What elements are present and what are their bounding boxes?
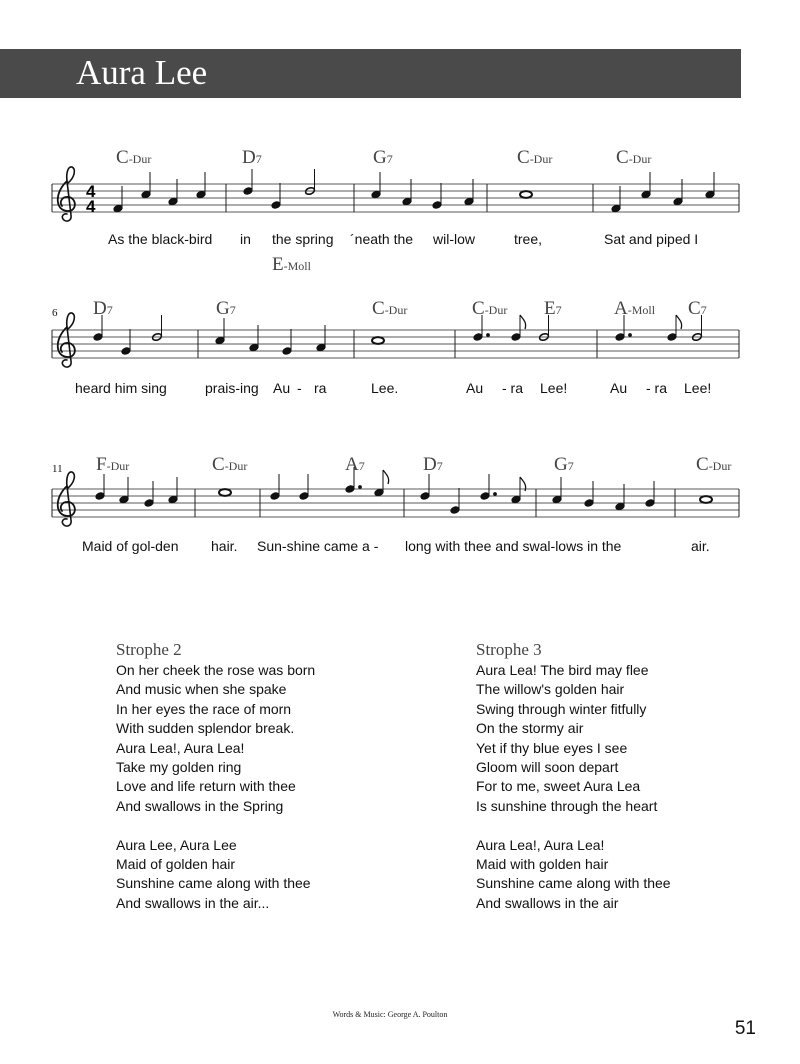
lyric-syllable: Maid of gol-den <box>82 538 179 554</box>
lyric-syllable: heard him sing <box>75 380 167 396</box>
verse-line: On the stormy air <box>476 720 584 737</box>
notes <box>95 467 712 514</box>
lyric-syllable: As the black-bird <box>108 231 213 247</box>
verse-line: Love and life return with thee <box>116 778 296 795</box>
chord-symbol: D7 <box>242 147 262 168</box>
system-2 <box>52 298 739 396</box>
lyric-syllable: Sat and piped I <box>604 231 699 247</box>
chord-symbol: C-Dur <box>212 454 248 475</box>
staff-lines <box>52 184 739 212</box>
lyric-syllable: wil-low <box>433 231 475 247</box>
staff-lines <box>52 489 739 517</box>
lyric-syllable: - ra <box>646 380 667 396</box>
lyric-syllable: Lee. <box>371 380 399 396</box>
chord-symbol: D7 <box>423 454 443 475</box>
verse-line: In her eyes the race of morn <box>116 700 292 717</box>
lyric-syllable: Au <box>610 380 628 396</box>
verse-heading: Strophe 2 <box>116 640 182 659</box>
chord-symbol: C-Dur <box>517 147 553 168</box>
measure-number: 11 <box>52 463 63 475</box>
page-number: 51 <box>734 1018 756 1039</box>
verse-line: Sunshine came along with thee <box>476 875 671 892</box>
verse-heading: Strophe 3 <box>476 640 542 659</box>
lyric-syllable: ra <box>314 380 327 396</box>
chord-symbol: C-Dur <box>116 147 152 168</box>
verse-line: Is sunshine through the heart <box>476 797 658 814</box>
chord-symbol: C-Dur <box>616 147 652 168</box>
chord-symbol: A7 <box>345 454 365 475</box>
lyric-syllable: ´neath the <box>350 231 414 247</box>
verse-gap <box>116 816 315 835</box>
verse-strophe-3 <box>476 640 671 913</box>
page-title: Aura Lee <box>76 53 208 92</box>
verse-line: And swallows in the air <box>476 894 619 911</box>
verse-line: Take my golden ring <box>116 759 242 776</box>
chord-symbol: C-Dur <box>472 298 508 319</box>
chord-symbol: E-Moll <box>272 254 311 275</box>
chord-symbol: A-Moll <box>614 298 656 319</box>
verse-line: On her cheek the rose was born <box>116 662 316 678</box>
verse-strophe-2 <box>116 640 315 913</box>
verse-line: And music when she spake <box>116 681 287 698</box>
chord-symbol: D7 <box>93 298 113 319</box>
chord-symbol: F-Dur <box>96 454 130 475</box>
notes <box>93 315 702 355</box>
verse-line: And swallows in the Spring <box>116 797 284 814</box>
system-1 <box>52 147 739 275</box>
verse-line: Maid with golden hair <box>476 856 609 873</box>
verse-line: Gloom will soon depart <box>476 759 619 776</box>
treble-clef-icon <box>58 167 75 221</box>
verse-line: And swallows in the air... <box>116 894 270 911</box>
verse-line: Swing through winter fitfully <box>476 700 647 717</box>
lyric-syllable: Lee! <box>684 380 712 396</box>
verse-line: Aura Lea!, Aura Lea! <box>116 739 245 756</box>
lyric-syllable: Au <box>466 380 484 396</box>
chord-symbol: E7 <box>544 298 562 319</box>
chord-symbol: G7 <box>373 147 393 168</box>
verse-gap <box>476 816 671 835</box>
verse-line: The willow's golden hair <box>476 681 625 698</box>
verse-line: With sudden splendor break. <box>116 720 295 737</box>
verse-line: Aura Lea! The bird may flee <box>476 662 649 678</box>
treble-clef-icon <box>58 313 75 367</box>
lyric-syllable: Au <box>273 380 291 396</box>
chord-symbol: G7 <box>216 298 236 319</box>
verse-line: Maid of golden hair <box>116 856 236 873</box>
chord-symbol: C7 <box>688 298 707 319</box>
lyric-syllable: Sun-shine came a - <box>257 538 379 554</box>
chord-symbol: C-Dur <box>372 298 408 319</box>
lyric-syllable: long with thee and swal-lows in the <box>405 538 622 554</box>
verse-line: Sunshine came along with thee <box>116 875 311 892</box>
lyric-syllable: prais-ing <box>205 380 259 396</box>
chord-symbol: G7 <box>554 454 574 475</box>
verse-line: Aura Lea!, Aura Lea! <box>476 836 605 853</box>
verse-line: Aura Lee, Aura Lee <box>116 836 237 853</box>
verse-line: Yet if thy blue eyes I see <box>476 739 628 756</box>
lyric-syllable: Lee! <box>540 380 568 396</box>
treble-clef-icon <box>58 472 75 526</box>
lyric-syllable: air. <box>691 538 710 554</box>
system-3 <box>52 454 739 554</box>
lyric-syllable: tree, <box>514 231 543 247</box>
chord-symbol: C-Dur <box>696 454 732 475</box>
measure-number: 6 <box>52 307 58 319</box>
lyric-syllable: - ra <box>502 380 523 396</box>
lyric-syllable: hair. <box>211 538 238 554</box>
lyric-syllable: in <box>240 231 251 247</box>
time-signature-bottom: 4 <box>86 197 96 216</box>
verse-line: For to me, sweet Aura Lea <box>476 778 641 795</box>
credit-line: Words & Music: George A. Poulton <box>332 1010 448 1019</box>
lyric-syllable: the spring <box>272 231 334 247</box>
time-signature-top: 4 <box>86 182 96 201</box>
lyric-syllable: - <box>297 380 302 396</box>
